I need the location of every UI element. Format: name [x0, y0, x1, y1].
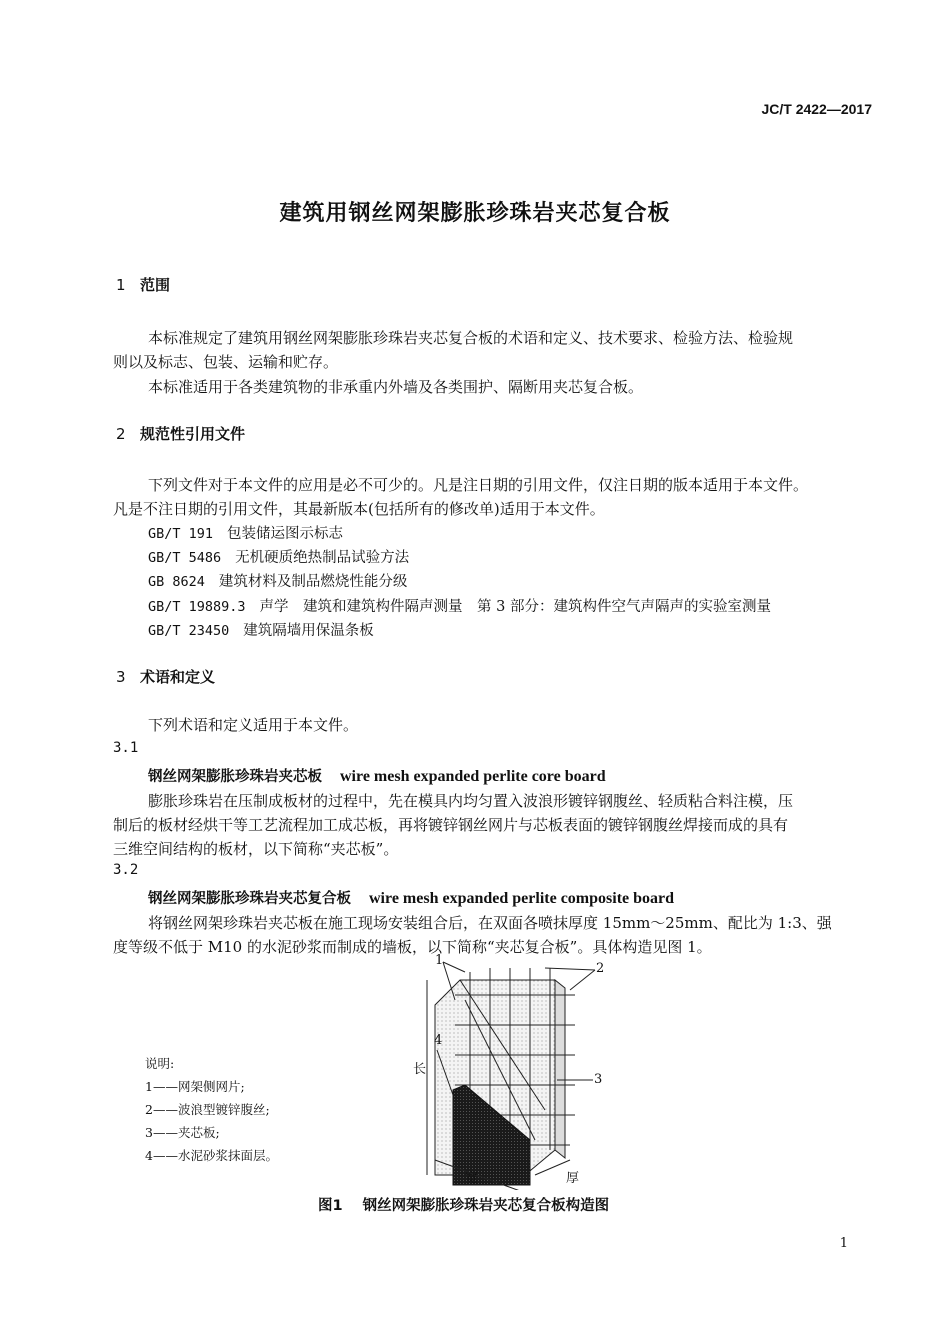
figure-callout-2: 2	[596, 961, 605, 976]
section-number: 2	[116, 425, 126, 443]
paragraph: 则以及标志、包装、运输和贮存。	[113, 353, 339, 371]
section-title: 术语和定义	[140, 668, 216, 686]
page-title: 建筑用钢丝网架膨胀珍珠岩夹芯复合板	[279, 201, 671, 226]
reference-title: 声学 建筑和建筑构件隔声测量 第 3 部分：建筑构件空气声隔声的实验室测量	[259, 599, 771, 615]
term-english: wire mesh expanded perlite composite board	[369, 890, 675, 907]
reference-item	[148, 522, 343, 543]
document-id: JC/T 2422—2017	[761, 101, 872, 117]
section-number: 3	[116, 668, 126, 686]
definition-text: 将钢丝网架珍珠岩夹芯板在施工现场安装组合后，在双面各喷抹厚度 15mm～25mm、配比为 1:3、强	[148, 914, 832, 932]
page-number: 1	[839, 1236, 848, 1251]
definition-text: 度等级不低于 M10 的水泥砂浆而制成的墙板，以下简称“夹芯复合板”。具体构造见图 1。	[113, 938, 712, 956]
reference-code: GB/T 5486	[148, 550, 222, 566]
figure-callout-3: 3	[594, 1072, 603, 1087]
section-number: 1	[116, 276, 126, 294]
reference-item	[148, 570, 407, 591]
section-1-heading	[116, 274, 170, 295]
paragraph: 下列文件对于本文件的应用是必不可少的。凡是注日期的引用文件，仅注日期的版本适用于本文件。	[148, 476, 809, 494]
term-chinese: 钢丝网架膨胀珍珠岩夹芯板	[148, 769, 322, 785]
definition-text: 制后的板材经烘干等工艺流程加工成芯板，再将镀锌钢丝网片与芯板表面的镀锌钢腹丝焊接而成的具有	[113, 816, 789, 834]
figure-callout-4: 4	[434, 1033, 443, 1048]
reference-code: GB/T 23450	[148, 623, 230, 639]
term-chinese: 钢丝网架膨胀珍珠岩夹芯复合板	[148, 891, 351, 907]
figure-caption-text: 钢丝网架膨胀珍珠岩夹芯复合板构造图	[362, 1198, 610, 1214]
legend-item: 2——波浪型镀锌腹丝;	[145, 1102, 270, 1117]
reference-title: 包装储运图示标志	[227, 526, 344, 542]
section-3-heading	[116, 666, 215, 687]
figure-callout-1: 1	[435, 953, 444, 968]
figure-caption	[318, 1194, 609, 1215]
reference-item	[148, 546, 409, 567]
term-english: wire mesh expanded perlite core board	[340, 768, 606, 785]
reference-title: 建筑材料及制品燃烧性能分级	[218, 574, 408, 590]
reference-item	[148, 619, 374, 640]
reference-title: 无机硬质绝热制品试验方法	[235, 550, 410, 566]
term-heading	[148, 765, 606, 786]
paragraph: 本标准规定了建筑用钢丝网架膨胀珍珠岩夹芯复合板的术语和定义、技术要求、检验方法、检验规	[148, 329, 794, 347]
paragraph: 凡是不注日期的引用文件，其最新版本(包括所有的修改单)适用于本文件。	[113, 500, 605, 518]
figure-legend	[145, 1052, 278, 1167]
reference-code: GB/T 19889.3	[148, 599, 246, 615]
dimension-thickness-label: 厚	[566, 1171, 580, 1186]
definition-text: 膨胀珍珠岩在压制成板材的过程中，先在模具内均匀置入波浪形镀锌钢腹丝、轻质粘合料注模，压	[148, 792, 794, 810]
section-2-heading	[116, 423, 245, 444]
section-title: 范围	[140, 276, 171, 294]
legend-item: 4——水泥砂浆抹面层。	[145, 1148, 278, 1163]
reference-item	[148, 595, 771, 616]
figure-number: 图1	[318, 1198, 343, 1214]
definition-text: 三维空间结构的板材，以下简称“夹芯板”。	[113, 840, 399, 858]
paragraph: 下列术语和定义适用于本文件。	[148, 716, 359, 734]
dimension-length-label: 长	[413, 1062, 427, 1077]
clause-number: 3.1	[113, 740, 139, 756]
legend-item: 1——网架侧网片;	[145, 1079, 245, 1094]
paragraph: 本标准适用于各类建筑物的非承重内外墙及各类围护、隔断用夹芯复合板。	[148, 378, 644, 396]
legend-item: 3——夹芯板;	[145, 1125, 220, 1140]
legend-title: 说明:	[145, 1056, 175, 1071]
reference-code: GB/T 191	[148, 526, 214, 542]
reference-code: GB 8624	[148, 574, 205, 590]
section-title: 规范性引用文件	[140, 425, 246, 443]
term-heading	[148, 887, 674, 908]
dimension-width-label: 宽	[465, 1171, 479, 1186]
reference-title: 建筑隔墙用保温条板	[243, 623, 374, 639]
clause-number: 3.2	[113, 862, 139, 878]
